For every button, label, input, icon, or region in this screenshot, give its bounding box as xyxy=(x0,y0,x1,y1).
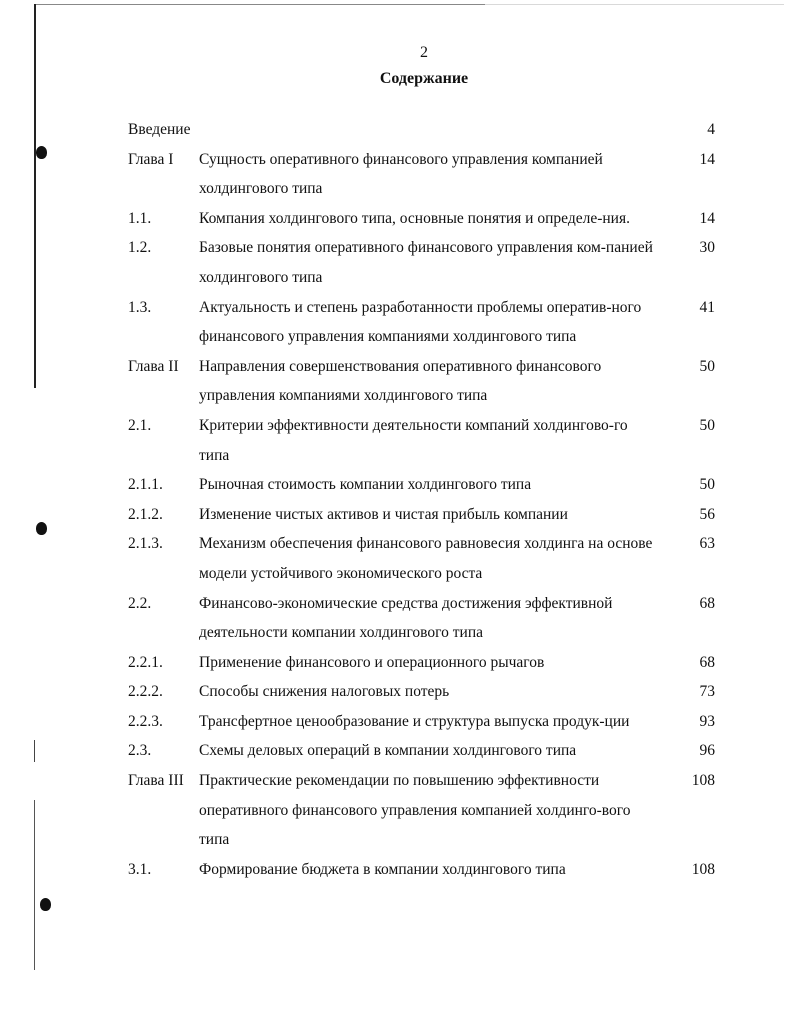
page-title: Содержание xyxy=(379,70,469,87)
toc-entry-title: Способы снижения налоговых потерь xyxy=(199,683,450,701)
toc-entry-page: 41 xyxy=(699,298,715,316)
toc-entry-title: Рыночная стоимость компании холдингового типа xyxy=(199,476,532,494)
toc-entry-title: Компания холдингового типа, основные понятия и определе-ния. xyxy=(199,209,630,227)
toc-entry xyxy=(128,352,718,411)
toc-entry-page: 108 xyxy=(691,860,715,878)
toc-entry-title: Практические рекомендации по повышению эффективности оперативного финансового управления компанией холдинго-вого типа xyxy=(199,772,631,849)
toc-entry xyxy=(128,115,718,145)
table-of-contents xyxy=(128,115,718,884)
toc-entry-number: Введение xyxy=(128,121,191,138)
toc-entry-title: Направления совершенствования оперативного финансового управления компаниями холдингового типа xyxy=(199,357,602,405)
toc-entry xyxy=(128,766,718,855)
punch-hole-mark xyxy=(36,146,47,159)
toc-entry-page: 30 xyxy=(699,239,715,257)
toc-entry-number: 2.2.3. xyxy=(128,712,163,730)
toc-entry xyxy=(128,470,718,500)
toc-entry-number: 2.2. xyxy=(128,594,152,612)
toc-entry-page: 96 xyxy=(699,742,715,760)
toc-entry-title: Критерии эффективности деятельности компаний холдингово-го типа xyxy=(199,416,628,464)
toc-entry-number: 2.1.2. xyxy=(128,505,163,523)
toc-entry-title: Механизм обеспечения финансового равновесия холдинга на основе модели устойчивого экономического роста xyxy=(199,535,653,582)
toc-entry-page: 50 xyxy=(699,416,715,434)
punch-hole-mark xyxy=(40,898,51,911)
toc-entry xyxy=(128,233,718,292)
punch-hole-mark xyxy=(36,522,47,535)
toc-entry xyxy=(128,589,718,648)
toc-entry-page: 93 xyxy=(699,712,715,730)
toc-entry-number: 1.3. xyxy=(128,298,152,316)
toc-entry-page: 56 xyxy=(699,505,715,523)
toc-entry-page: 50 xyxy=(699,476,715,494)
toc-entry-title: Изменение чистых активов и чистая прибыль компании xyxy=(199,505,568,523)
toc-entry xyxy=(128,500,718,530)
scan-edge-top xyxy=(36,4,784,5)
toc-entry xyxy=(128,855,718,885)
toc-entry xyxy=(128,648,718,678)
toc-entry-number: 1.1. xyxy=(128,209,152,227)
toc-entry-title: Базовые понятия оперативного финансового управления ком-панией холдингового типа xyxy=(199,239,653,286)
toc-entry xyxy=(128,677,718,707)
toc-entry xyxy=(128,736,718,766)
toc-entry-page: 14 xyxy=(699,209,715,227)
toc-entry-number: Глава III xyxy=(128,772,184,790)
toc-entry-number: 2.1.1. xyxy=(128,476,163,494)
toc-entry-title: Трансфертное ценообразование и структура выпуска продук-ции xyxy=(199,712,630,730)
toc-entry xyxy=(128,707,718,737)
toc-entry-title xyxy=(199,115,653,145)
toc-entry-page: 63 xyxy=(699,535,715,553)
toc-entry-title: Актуальность и степень разработанности проблемы оператив-ного финансового управления компаниями холдингового типа xyxy=(199,298,642,346)
toc-entry-page: 68 xyxy=(699,594,715,612)
toc-entry-title: Схемы деловых операций в компании холдингового типа xyxy=(199,742,577,760)
toc-entry-number: 1.2. xyxy=(128,239,152,257)
toc-entry-number: 2.1.3. xyxy=(128,535,163,553)
toc-entry-number: Глава I xyxy=(128,150,174,168)
toc-entry-page: 68 xyxy=(699,653,715,671)
toc-entry-number: Глава II xyxy=(128,357,179,375)
toc-entry xyxy=(128,411,718,470)
scan-edge-left xyxy=(34,740,35,762)
toc-entry-page: 50 xyxy=(699,357,715,375)
toc-entry xyxy=(128,204,718,234)
toc-entry-number: 2.1. xyxy=(128,416,152,434)
toc-entry-title: Применение финансового и операционного рычагов xyxy=(199,653,545,671)
toc-entry-title: Финансово-экономические средства достижения эффективной деятельности компании холдингового типа xyxy=(199,594,613,642)
toc-entry-number: 2.2.1. xyxy=(128,653,163,671)
toc-entry xyxy=(128,145,718,204)
toc-entry-page: 4 xyxy=(707,121,715,138)
toc-entry-page: 14 xyxy=(699,150,715,168)
scan-edge-left xyxy=(34,800,35,970)
toc-entry-page: 73 xyxy=(699,683,715,701)
toc-entry-number: 2.3. xyxy=(128,742,152,760)
page-number: 2 xyxy=(420,44,428,61)
toc-entry xyxy=(128,529,718,588)
toc-entry-number: 3.1. xyxy=(128,860,152,878)
toc-entry-number: 2.2.2. xyxy=(128,683,163,701)
toc-entry-title: Сущность оперативного финансового управления компанией холдингового типа xyxy=(199,150,603,198)
toc-entry-title: Формирование бюджета в компании холдингового типа xyxy=(199,860,566,878)
toc-entry-page: 108 xyxy=(691,772,715,790)
toc-entry xyxy=(128,293,718,352)
